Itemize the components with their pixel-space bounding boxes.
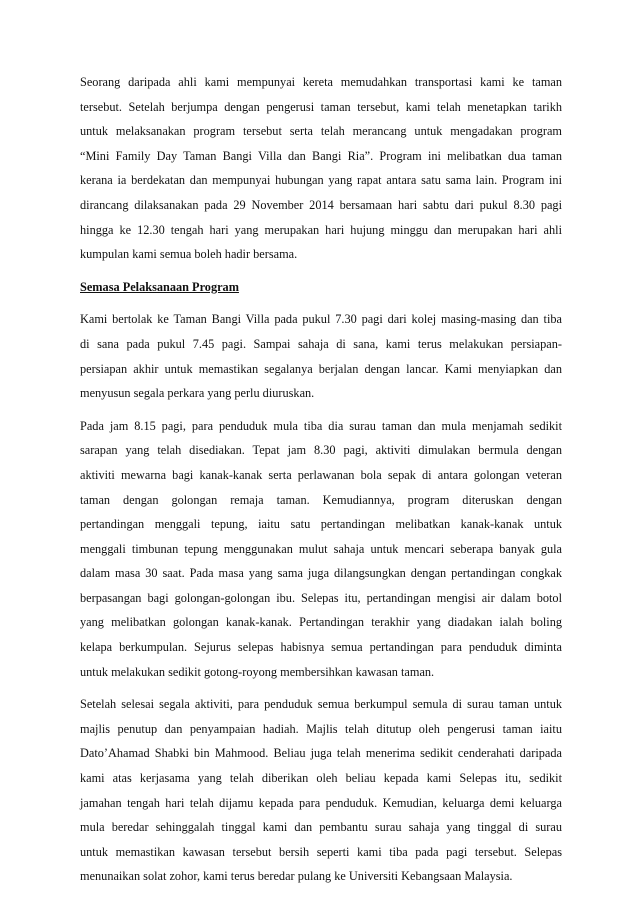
text-line: pertandingan menggali tepung, iaitu satu pertandingan melibatkan kanak-kanak untuk — [80, 517, 562, 532]
text-line: kerana ia berdekatan dan mempunyai hubungan yang rapat antara satu sama lain. Program ini — [80, 173, 562, 188]
text-line: aktiviti mewarna bagi kanak-kanak serta perlawanan bola sepak di antara golongan veteran — [80, 467, 562, 482]
text-line: berpasangan bagi golongan-golongan ibu. Selepas itu, pertandingan mengisi air dalam botol — [80, 590, 562, 605]
text-line: dirancang dilaksanakan pada 29 November 2014 bersamaan hari sabtu dari pukul 8.30 pagi — [80, 197, 562, 212]
text-line: persiapan akhir untuk memastikan segalanya berjalan dengan lancar. Kami menyiapkan dan — [80, 361, 562, 376]
text-line: majlis penutup dan penyampaian hadiah. Majlis telah ditutup oleh pengerusi taman iaitu — [80, 721, 562, 736]
text-line: menyusun segala perkara yang perlu diuruskan. — [80, 386, 315, 401]
paragraph-transport — [80, 70, 562, 267]
text-line: Kami bertolak ke Taman Bangi Villa pada pukul 7.30 pagi dari kolej masing-masing dan tiba — [80, 312, 562, 327]
text-line: Seorang daripada ahli kami mempunyai kereta memudahkan transportasi kami ke taman — [80, 75, 562, 89]
paragraph-closing — [80, 692, 562, 889]
text-line: kelapa berkumpulan. Sejurus selepas habisnya semua pertandingan para penduduk diminta — [80, 640, 562, 655]
paragraph-activities — [80, 414, 562, 685]
text-line: di sana pada pukul 7.45 pagi. Sampai sahaja di sana, kami terus melakukan persiapan- — [80, 336, 562, 351]
text-line: mula beredar sehinggalah tinggal kami dan pembantu surau sahaja yang tinggal di surau — [80, 820, 562, 835]
text-line: menggali timbunan tepung menggunakan mulut sahaja untuk mencari seberapa banyak gula — [80, 541, 562, 556]
text-line: untuk melakukan sedikit gotong-royong membersihkan kawasan taman. — [80, 664, 435, 679]
text-line: untuk memastikan kawasan tersebut bersih seperti kami tiba pada pagi tersebut. Selepas — [80, 844, 562, 859]
text-line: menunaikan solat zohor, kami terus beredar pulang ke Universiti Kebangsaan Malaysia. — [80, 869, 513, 884]
text-line: jamahan tengah hari telah dijamu kepada para penduduk. Kemudian, keluarga demi keluarga — [80, 795, 562, 810]
text-line: sarapan yang telah disediakan. Tepat jam 8.30 pagi, aktiviti dimulakan bermula dengan — [80, 443, 562, 458]
text-line: “Mini Family Day Taman Bangi Villa dan Bangi Ria”. Program ini melibatkan dua taman — [80, 148, 562, 163]
section-heading: Semasa Pelaksanaan Program — [80, 279, 239, 294]
text-line: Pada jam 8.15 pagi, para penduduk mula tiba dia surau taman dan mula menjamah sedikit — [80, 418, 562, 433]
text-line: yang melibatkan golongan kanak-kanak. Pertandingan terakhir yang diadakan ialah boling — [80, 615, 562, 630]
document-body — [80, 70, 562, 897]
text-line: Setelah selesai segala aktiviti, para penduduk semua berkumpul semula di surau taman untuk — [80, 697, 562, 712]
text-line: dalam masa 30 saat. Pada masa yang sama juga dilangsungkan dengan pertandingan congkak — [80, 566, 562, 581]
text-line: taman dengan golongan remaja taman. Kemudiannya, program diteruskan dengan — [80, 492, 562, 507]
paragraph-departure — [80, 307, 562, 405]
text-line: untuk melaksanakan program tersebut serta telah merancang untuk mengadakan program — [80, 124, 562, 139]
text-line: hingga ke 12.30 tengah hari yang merupakan hari hujung minggu dan merupakan hari ahli — [80, 222, 562, 237]
text-line: kami atas kerjasama yang telah diberikan oleh beliau kepada kami Selepas itu, sedikit — [80, 771, 562, 786]
text-line: tersebut. Setelah berjumpa dengan pengerusi taman tersebut, kami telah menetapkan tarikh — [80, 99, 562, 114]
text-line: kumpulan kami semua boleh hadir bersama. — [80, 247, 298, 262]
text-line: Dato’Ahamad Shabki bin Mahmood. Beliau juga telah menerima sedikit cenderahati daripada — [80, 746, 562, 761]
